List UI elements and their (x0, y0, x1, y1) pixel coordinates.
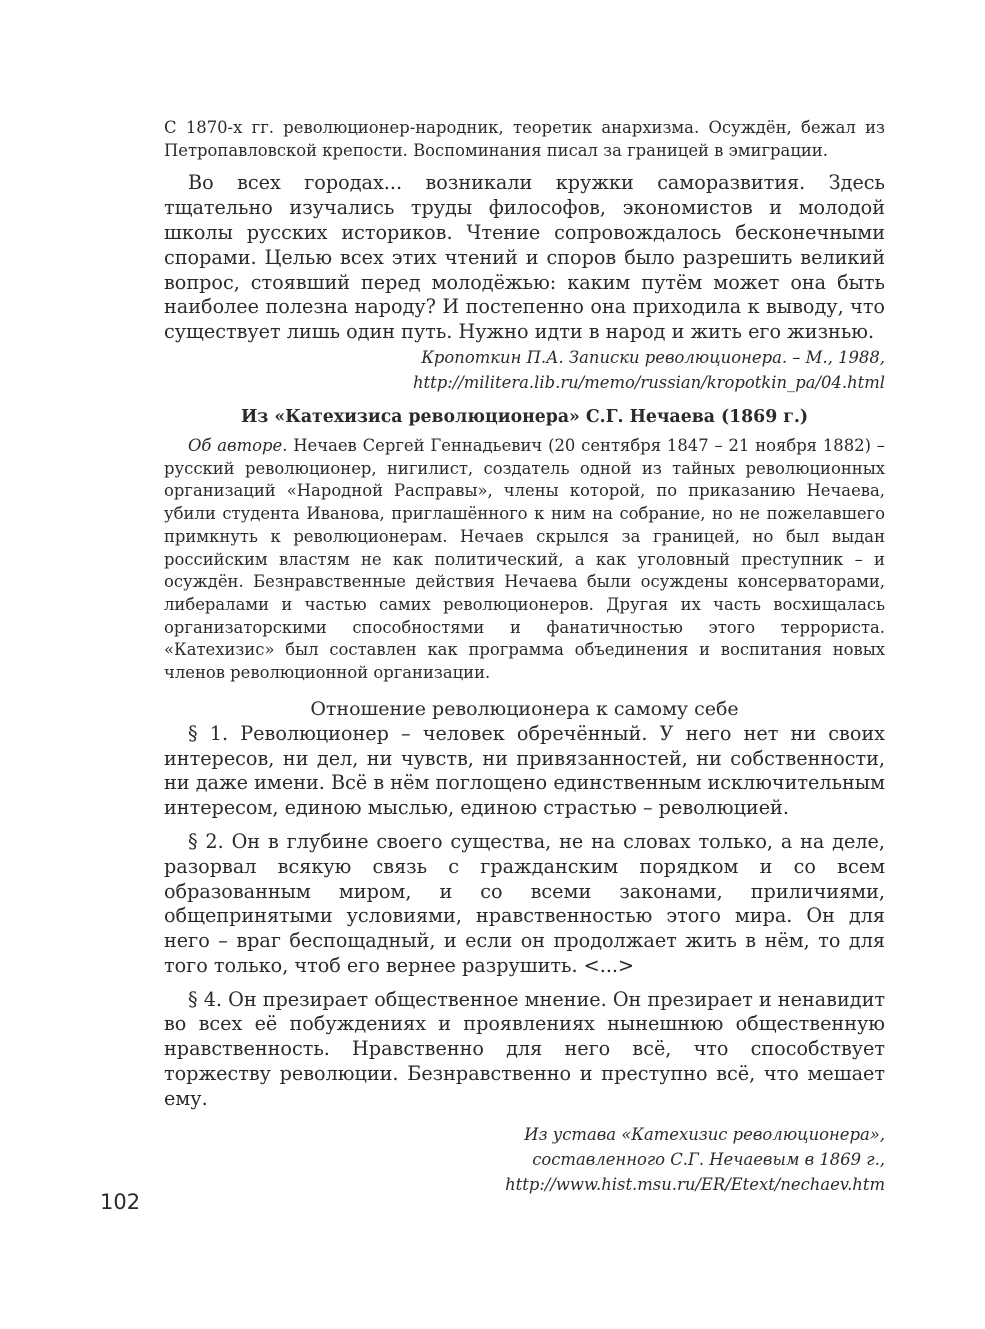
kropotkin-quote: Во всех городах... возникали кружки саморазвития. Здесь тщательно изучались труды философов, экономистов и молодой школы русских историков. Чтение сопровождалось бесконечными спорами. Целью всех этих чтений и споров было разрешить великий вопрос, стоявший перед молодёжью: каким путём может она быть наиболее полезна народу? И постепенно она приходила к выводу, что существует лишь один путь. Нужно идти в народ и жить его жизнью. (164, 171, 885, 344)
nechaev-source-line2: составленного С.Г. Нечаевым в 1869 г., (532, 1149, 885, 1169)
about-author (164, 435, 885, 685)
nechaev-source-url: http://www.hist.msu.ru/ER/Etext/nechaev.htm (505, 1174, 885, 1194)
nechaev-source-line1: Из устава «Катехизис революционера», (524, 1124, 885, 1144)
paragraph-4: § 4. Он презирает общественное мнение. Он презирает и ненавидит во всех её побуждениях и проявлениях нынешнюю общественную нравственность. Нравственно для него всё, что способствует торжеству революции. Безнравственно и преступно всё, что мешает ему. (164, 987, 885, 1110)
subheading: Отношение революционера к самому себе (310, 697, 739, 720)
section-title: Из «Катехизиса революционера» С.Г. Нечаева (1869 г.) (240, 406, 809, 427)
paragraph-1: § 1. Революционер – человек обречённый. У него нет ни своих интересов, ни дел, ни чувств, ни привязанностей, ни собственности, ни даже имени. Всё в нём поглощено единственным исключительным интересом, единою мыслью, единою страстью – революцией. (164, 721, 885, 820)
kropotkin-source (164, 345, 885, 395)
kropotkin-source-line1: Кропоткин П.А. Записки революционера. – М., 1988, (421, 347, 885, 367)
about-label: Об авторе. (188, 435, 288, 455)
page-number: 102 (100, 1190, 141, 1214)
nechaev-source (164, 1122, 885, 1197)
about-text: Нечаев Сергей Геннадьевич (20 сентября 1847 – 21 ноября 1882) – русский революционер, нигилист, создатель одной из тайных революционных организаций «Народной Расправы», члены которой, по приказанию Нечаева, убили студента Иванова, приглашённого к ним на собрание, но не пожелавшего примкнуть к революционерам. Нечаев скрылся за границей, но был выдан российским властям не как политический, а как уголовный преступник – и осуждён. Безнравственные действия Нечаева были осуждены консерваторами, либералами и частью самих революционеров. Другая их часть восхищалась организаторскими способностями и фанатичностью этого террориста. «Катехизис» был составлен как программа объединения и воспитания новых членов революционной организации. (164, 435, 885, 683)
paragraph-2: § 2. Он в глубине своего существа, не на словах только, а на деле, разорвал всякую связь с гражданским порядком и со всем образованным миром, и со всеми законами, приличиями, общепринятыми условиями, нравственностью этого мира. Он для него – враг беспощадный, и если он продолжает жить в нём, то для того только, чтоб его вернее разрушить. <...> (164, 829, 885, 977)
kropotkin-source-url: http://militera.lib.ru/memo/russian/kropotkin_pa/04.html (412, 372, 885, 392)
intro-note: С 1870-х гг. революционер-народник, теоретик анархизма. Осуждён, бежал из Петропавловской крепости. Воспоминания писал за границей в эмиграции. (164, 118, 885, 160)
page-content (164, 117, 885, 1197)
